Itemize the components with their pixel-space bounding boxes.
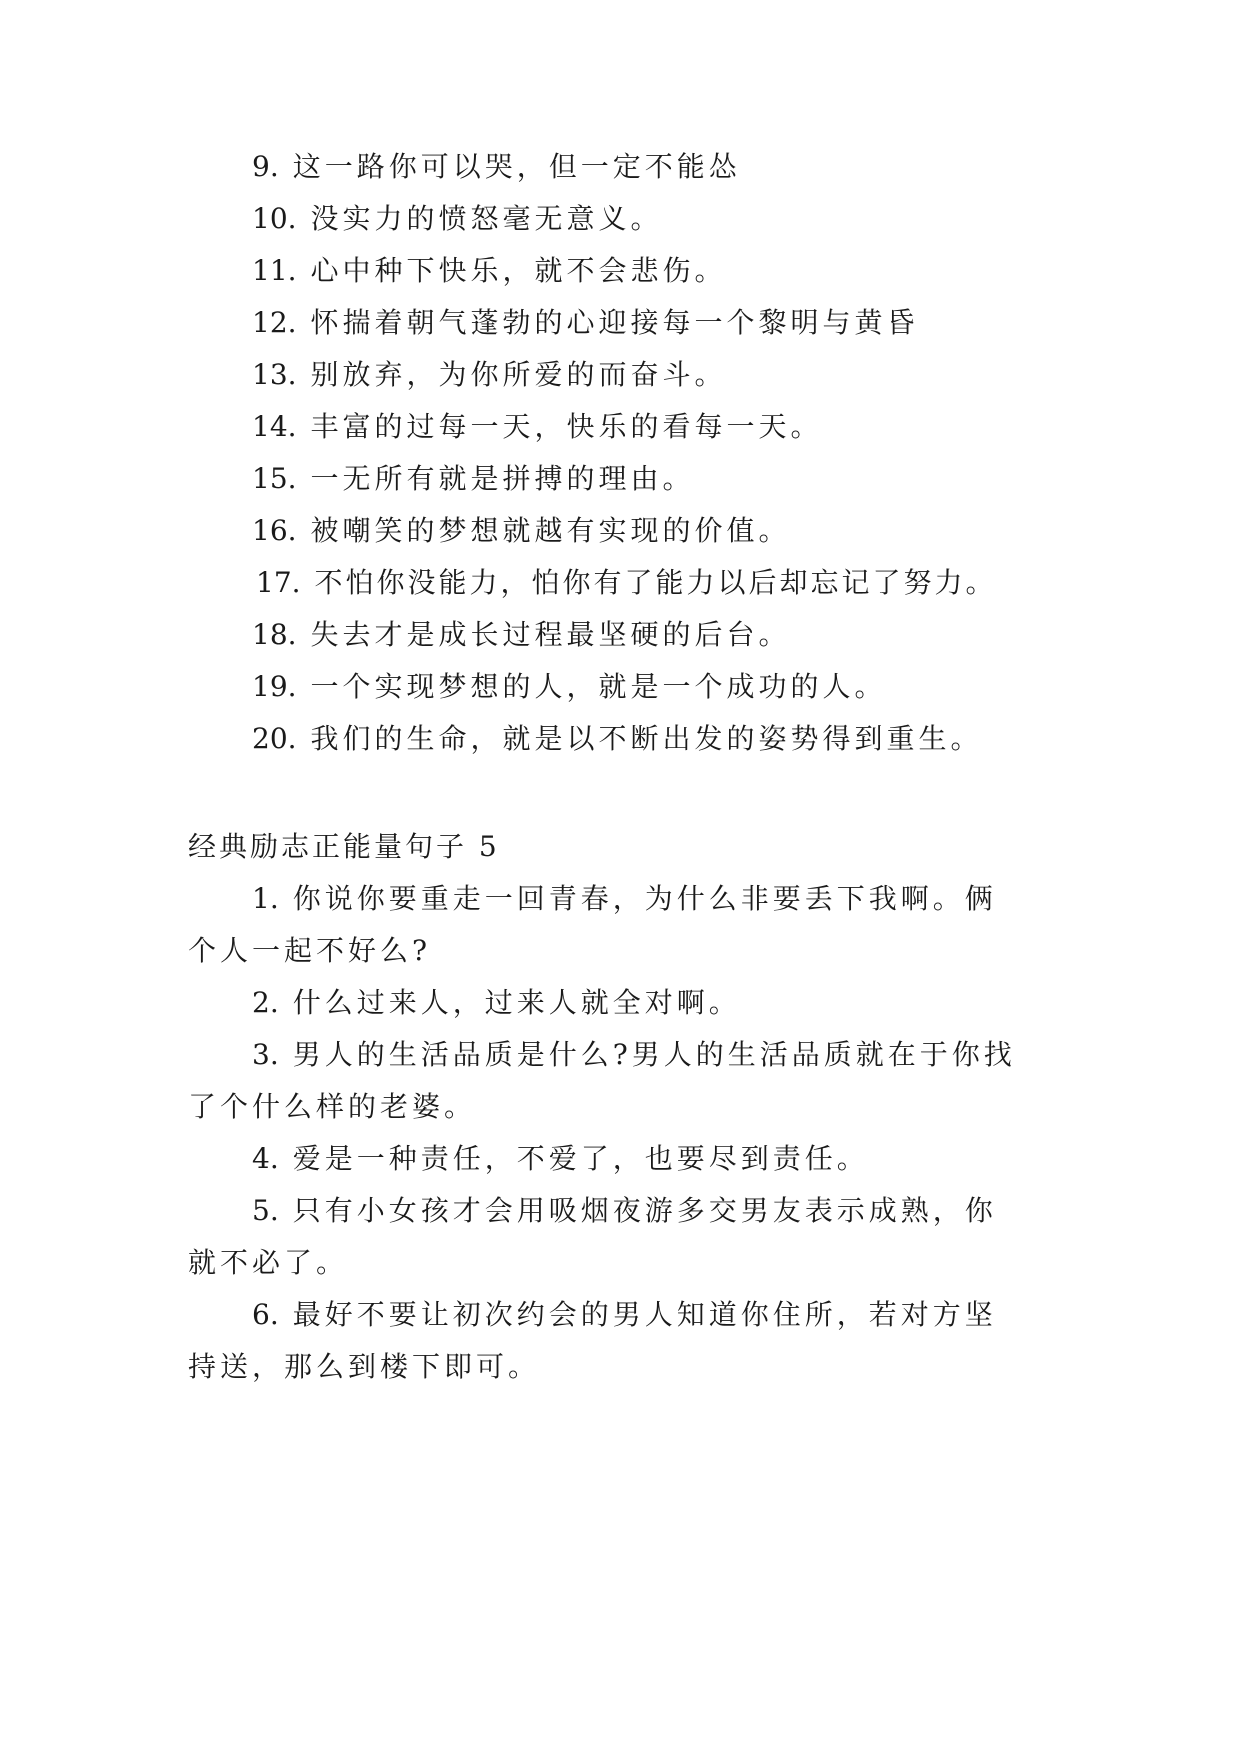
list-item-number: 1. [252,882,279,915]
list-item [252,355,727,395]
list-item [252,199,663,239]
list-item-text: 怀揣着朝气蓬勃的心迎接每一个黎明与黄昏 [310,306,919,339]
list-item [252,251,727,291]
list-item-number: 17. [256,566,301,599]
list-item [256,563,997,603]
list-item-continuation: 就不必了。 [188,1246,349,1279]
list-item-number: 13. [252,358,297,391]
list-item [252,407,823,447]
list-item-text: 这一路你可以哭，但一定不能怂 [292,150,741,183]
list-item [252,667,887,707]
list-item [252,879,997,919]
list-item-text: 失去才是成长过程最坚硬的后台。 [310,618,791,651]
list-item-text: 一个实现梦想的人，就是一个成功的人。 [310,670,887,703]
list-item-number: 2. [252,986,279,1019]
list-item-number: 20. [252,722,297,755]
list-item [252,983,741,1023]
list-item-number: 19. [252,670,297,703]
list-item-text: 我们的生命，就是以不断出发的姿势得到重生。 [310,722,983,755]
list-item-text: 心中种下快乐，就不会悲伤。 [310,254,727,287]
list-item-number: 15. [252,462,297,495]
list-item-number: 10. [252,202,297,235]
list-item-text: 男人的生活品质是什么?男人的生活品质就在于你找 [292,1038,1016,1071]
list-item-text: 不怕你没能力，怕你有了能力以后却忘记了努力。 [314,566,997,599]
list-item-continuation: 个人一起不好么? [188,934,432,967]
list-item-number: 11. [252,254,297,287]
list-item-text: 你说你要重走一回青春，为什么非要丢下我啊。俩 [292,882,997,915]
list-item-number: 6. [252,1298,279,1331]
list-item-number: 3. [252,1038,279,1071]
list-item [252,303,919,343]
list-item [252,615,791,655]
list-item [252,1295,997,1335]
list-item-text: 只有小女孩才会用吸烟夜游多交男友表示成熟，你 [292,1194,997,1227]
list-item [252,147,741,187]
list-item [252,1035,1016,1075]
list-item [252,459,695,499]
list-item-number: 4. [252,1142,279,1175]
list-item-number: 9. [252,150,279,183]
section-heading: 经典励志正能量句子 5 [188,830,500,863]
list-item [252,1139,869,1179]
list-item-number: 14. [252,410,297,443]
list-item-text: 爱是一种责任，不爱了，也要尽到责任。 [292,1142,869,1175]
list-item-text: 别放弃，为你所爱的而奋斗。 [310,358,727,391]
list-item [252,1191,997,1231]
list-item-continuation: 持送，那么到楼下即可。 [188,1350,541,1383]
list-item-number: 12. [252,306,297,339]
list-item-text: 没实力的愤怒毫无意义。 [310,202,663,235]
list-item-text: 一无所有就是拼搏的理由。 [310,462,695,495]
list-item-text: 被嘲笑的梦想就越有实现的价值。 [310,514,791,547]
list-item [252,719,983,759]
list-item-number: 18. [252,618,297,651]
list-item-text: 丰富的过每一天，快乐的看每一天。 [310,410,823,443]
list-item [252,511,791,551]
list-item-continuation: 了个什么样的老婆。 [188,1090,477,1123]
list-item-text: 最好不要让初次约会的男人知道你住所，若对方坚 [292,1298,997,1331]
list-item-number: 16. [252,514,297,547]
list-item-number: 5. [252,1194,279,1227]
list-item-text: 什么过来人，过来人就全对啊。 [292,986,741,1019]
